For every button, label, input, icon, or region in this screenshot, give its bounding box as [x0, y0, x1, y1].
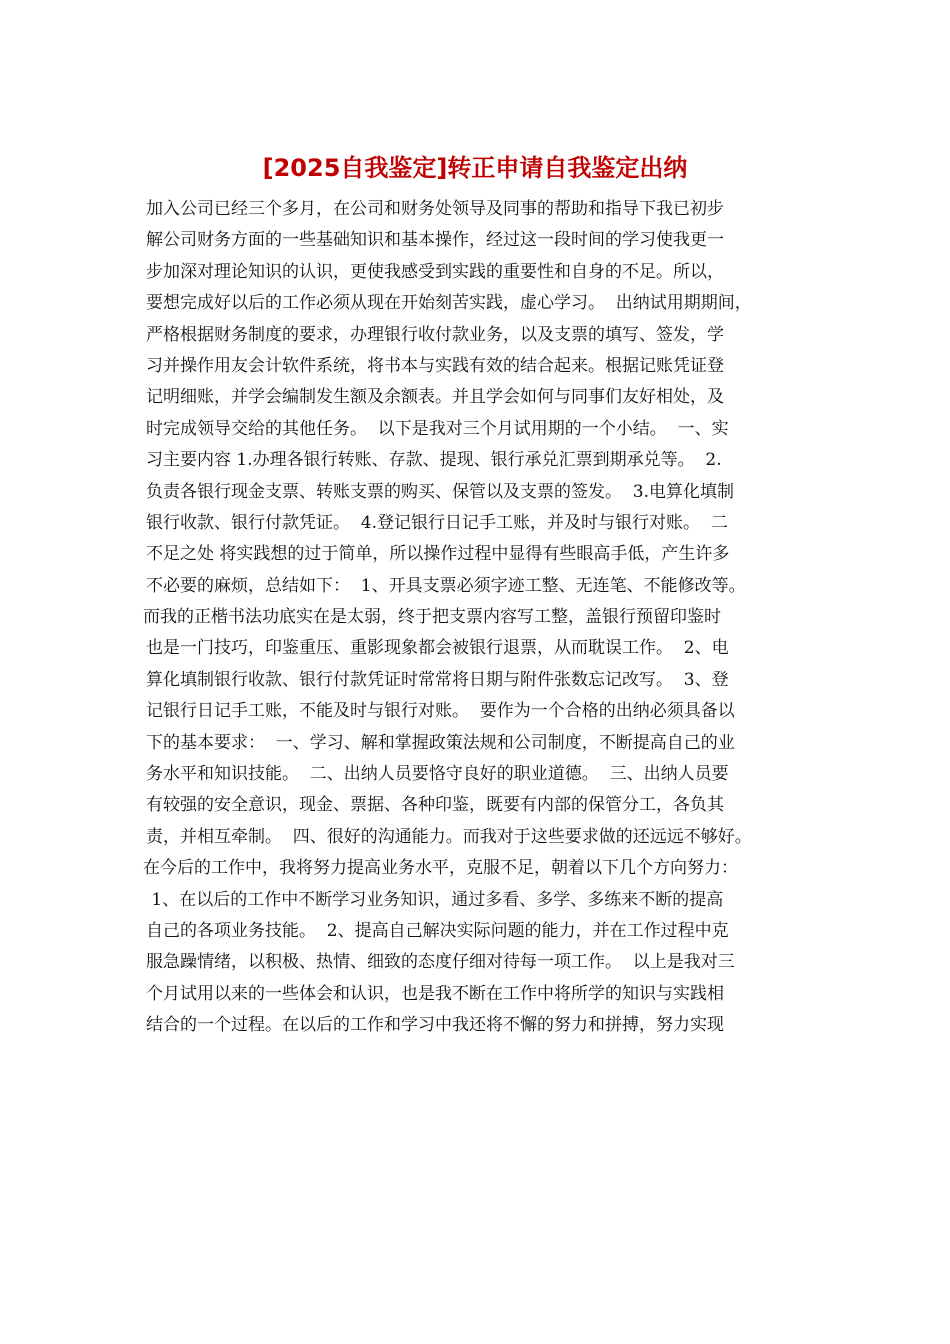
- body-line: 习并操作用友会计软件系统，将书本与实践有效的结合起来。根据记账凭证登: [146, 355, 724, 376]
- body-line: 算化填制银行收款、银行付款凭证时常常将日期与附件张数忘记改写。 3、登: [146, 669, 729, 690]
- body-line: 要想完成好以后的工作必须从现在开始刻苦实践，虚心学习。 出纳试用期期间，: [146, 293, 752, 314]
- body-line: 服急躁情绪，以积极、热情、细致的态度仔细对待每一项工作。 以上是我对三: [146, 952, 735, 973]
- body-line: 结合的一个过程。在以后的工作和学习中我还将不懈的努力和拼搏，努力实现: [146, 1015, 724, 1036]
- body-line: 步加深对理论知识的认识，更使我感受到实践的重要性和自身的不足。所以，: [146, 261, 724, 282]
- body-line: 在今后的工作中，我将努力提高业务水平，克服不足，朝着以下几个方向努力：: [143, 858, 738, 879]
- body-line: 而我的正楷书法功底实在是太弱，终于把支票内容写工整，盖银行预留印鉴时: [143, 607, 721, 628]
- body-line: 时完成领导交给的其他任务。 以下是我对三个月试用期的一个小结。 一、实: [146, 418, 729, 439]
- body-line: 自己的各项业务技能。 2、提高自己解决实际问题的能力，并在工作过程中克: [146, 920, 729, 941]
- body-line: 银行收款、银行付款凭证。 4.登记银行日记手工账，并及时与银行对账。 二: [146, 512, 728, 533]
- body-line: 务水平和知识技能。 二、出纳人员要恪守良好的职业道德。 三、出纳人员要: [146, 764, 729, 785]
- document-body: [143, 194, 826, 1042]
- body-line: 个月试用以来的一些体会和认识，也是我不断在工作中将所学的知识与实践相: [146, 983, 724, 1004]
- body-line: 责，并相互牵制。 四、很好的沟通能力。而我对于这些要求做的还远远不够好。: [146, 826, 752, 847]
- body-line: 负责各银行现金支票、转账支票的购买、保管以及支票的签发。 3.电算化填制: [146, 481, 735, 502]
- body-line: 不必要的麻烦，总结如下： 1、开具支票必须字迹工整、无连笔、不能修改等。: [146, 575, 746, 596]
- body-line: 1、在以后的工作中不断学习业务知识，通过多看、多学、多练来不断的提高: [146, 889, 724, 910]
- body-line: 解公司财务方面的一些基础知识和基本操作，经过这一段时间的学习使我更一: [146, 230, 724, 251]
- body-line: 严格根据财务制度的要求，办理银行收付款业务，以及支票的填写、签发，学: [146, 324, 724, 345]
- body-line: 习主要内容 1.办理各银行转账、存款、提现、银行承兑汇票到期承兑等。 2.: [146, 450, 722, 471]
- body-line: 不足之处 将实践想的过于简单，所以操作过程中显得有些眼高手低，产生许多: [146, 544, 730, 565]
- body-line: 加入公司已经三个多月，在公司和财务处领导及同事的帮助和指导下我已初步: [146, 199, 724, 219]
- body-line: 有较强的安全意识，现金、票据、各种印鉴，既要有内部的保管分工，各负其: [146, 795, 724, 816]
- body-line: 记银行日记手工账，不能及时与银行对账。 要作为一个合格的出纳必须具备以: [146, 701, 735, 722]
- body-line: 下的基本要求： 一、学习、解和掌握政策法规和公司制度，不断提高自己的业: [146, 732, 735, 753]
- body-line: 也是一门技巧，印鉴重压、重影现象都会被银行退票，从而耽误工作。 2、电: [146, 638, 729, 659]
- document-title: [2025自我鉴定]转正申请自我鉴定出纳: [262, 154, 688, 182]
- body-line: 记明细账，并学会编制发生额及余额表。并且学会如何与同事们友好相处，及: [146, 387, 724, 408]
